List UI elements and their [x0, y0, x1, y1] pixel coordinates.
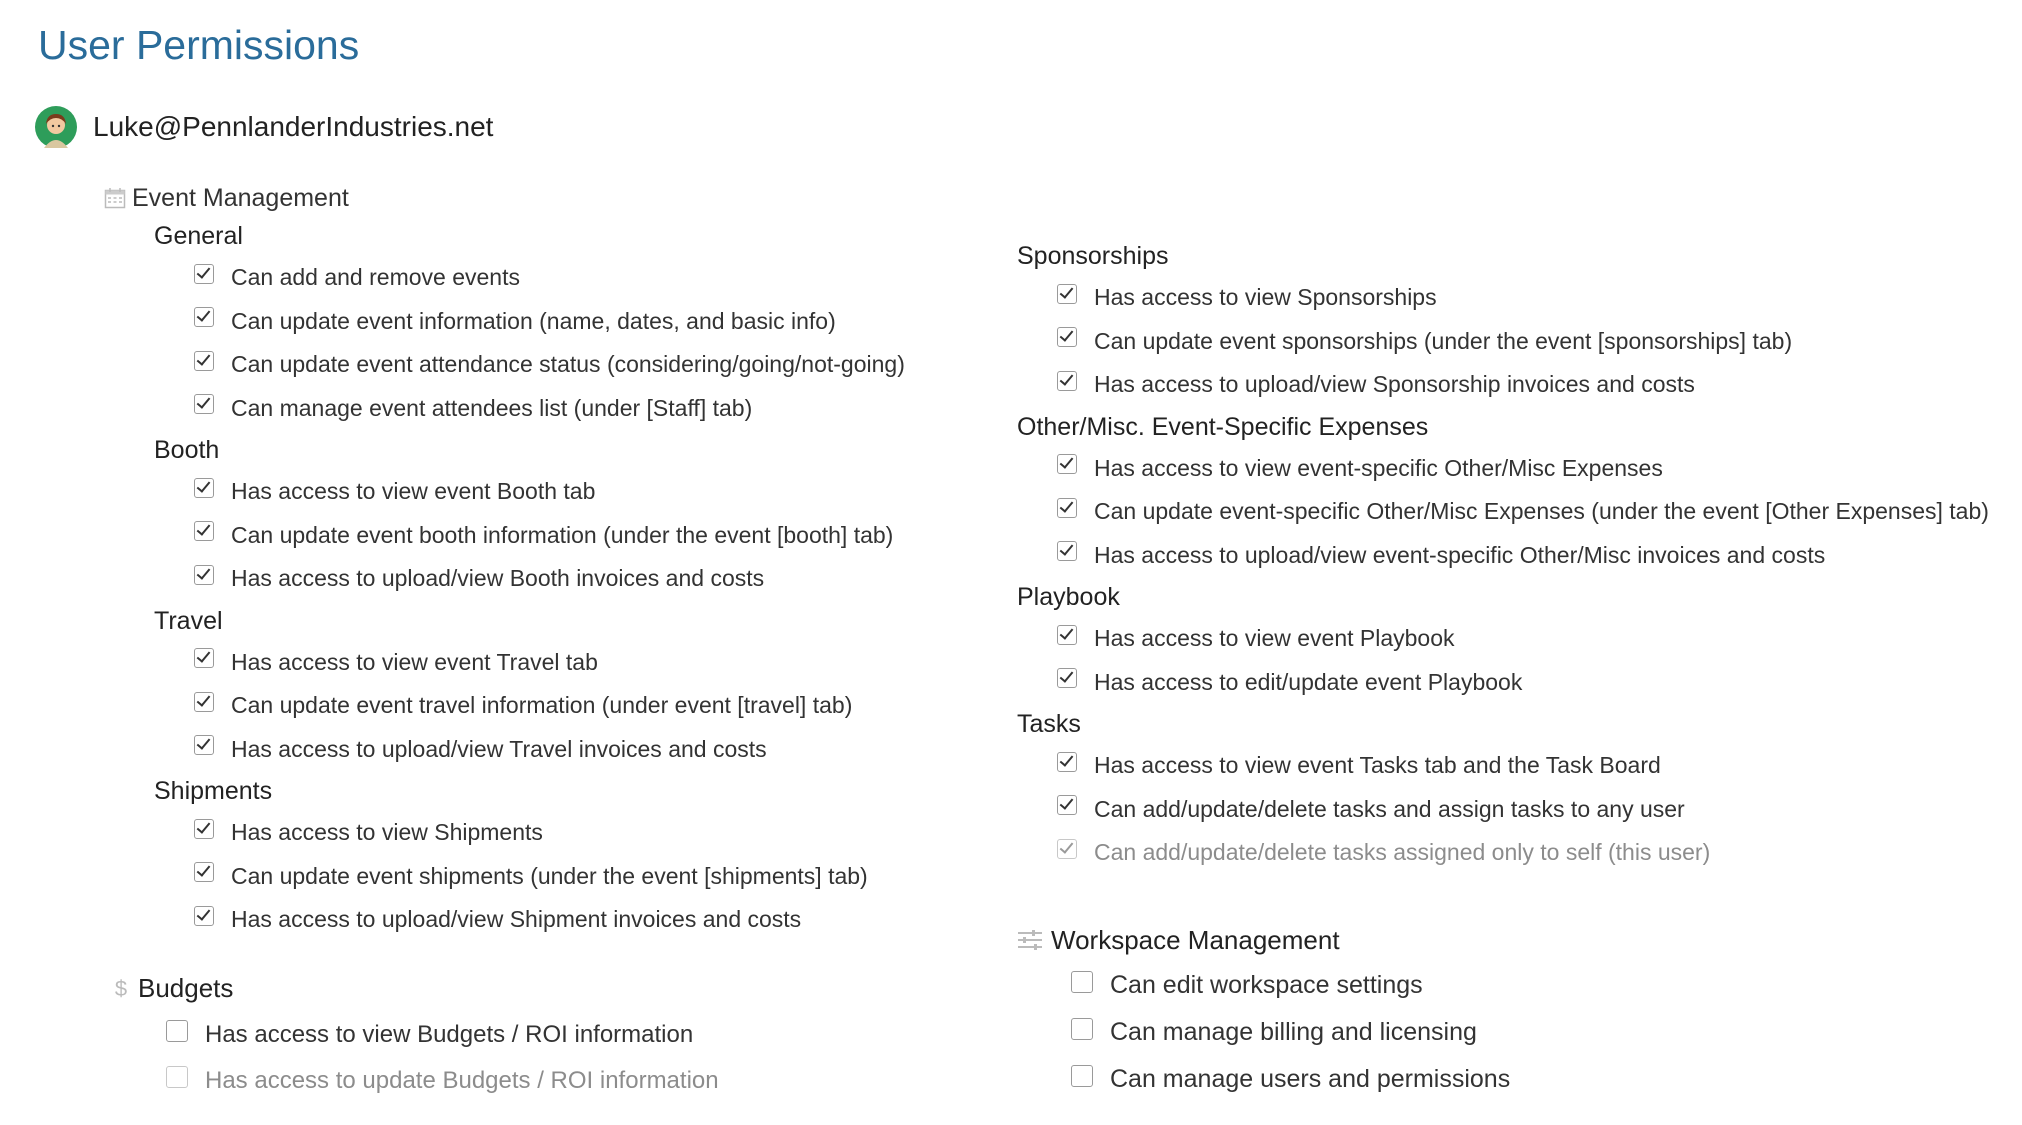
permission-item[interactable] [194, 728, 905, 772]
permission-label: Has access to upload/view event-specific Other/Misc invoices and costs [1094, 541, 1826, 568]
checkbox[interactable] [194, 906, 214, 926]
page-title: User Permissions [38, 22, 360, 68]
permission-item[interactable] [1057, 744, 1989, 788]
checkbox[interactable] [166, 1020, 188, 1042]
permission-group-shipments [154, 771, 905, 942]
permission-group-tasks [1017, 704, 1989, 875]
permission-label: Has access to view event-specific Other/Misc Expenses [1094, 454, 1663, 481]
permission-label: Can manage users and permissions [1110, 1065, 1511, 1093]
workspace-management-title: Workspace Management [1051, 924, 1340, 955]
permission-label: Has access to view Shipments [231, 819, 543, 846]
permission-label: Has access to upload/view Travel invoices and costs [231, 735, 767, 762]
permission-label: Has access to view event Booth tab [231, 478, 596, 505]
permission-item[interactable] [194, 855, 905, 899]
permission-group-booth [154, 430, 905, 601]
checkbox [166, 1066, 188, 1088]
calendar-icon [104, 187, 126, 209]
permission-item[interactable] [1057, 490, 1989, 534]
svg-text:$: $ [114, 977, 128, 999]
permission-item-disabled [1057, 831, 1989, 875]
dollar-icon [110, 977, 132, 999]
checkbox[interactable] [194, 565, 214, 585]
checkbox[interactable] [1071, 1065, 1093, 1087]
permission-item[interactable] [194, 300, 905, 344]
permission-label: Can update event-specific Other/Misc Expenses (under the event [Other Expenses] tab) [1094, 498, 1989, 525]
permission-group-general [154, 216, 905, 430]
group-heading-travel: Travel [154, 606, 223, 635]
permission-item[interactable] [166, 1012, 719, 1058]
permission-label: Has access to view event Tasks tab and the Task Board [1094, 752, 1661, 779]
permission-label: Has access to update Budgets / ROI information [205, 1067, 719, 1094]
permission-group-travel [154, 601, 905, 772]
sliders-icon [1017, 929, 1043, 951]
permission-item[interactable] [194, 557, 905, 601]
group-heading-tasks: Tasks [1017, 710, 1081, 738]
group-heading-other-expenses: Other/Misc. Event-Specific Expenses [1017, 412, 1429, 441]
permission-item[interactable] [1057, 617, 1989, 661]
permission-item[interactable] [1057, 661, 1989, 705]
event-management-right-column [1017, 236, 1989, 875]
checkbox[interactable] [1071, 971, 1093, 993]
permission-item-disabled [166, 1058, 719, 1104]
permission-label: Can manage billing and licensing [1110, 1018, 1477, 1046]
permission-item[interactable] [194, 898, 905, 942]
group-heading-playbook: Playbook [1017, 583, 1120, 611]
checkbox[interactable] [1057, 284, 1077, 304]
checkbox[interactable] [1057, 498, 1077, 518]
checkbox[interactable] [194, 394, 214, 414]
permission-label: Has access to upload/view Shipment invoices and costs [231, 906, 802, 933]
permission-item[interactable] [194, 470, 905, 514]
permission-label: Has access to upload/view Booth invoices and costs [231, 565, 765, 592]
permission-label: Can add/update/delete tasks assigned only to self (this user) [1094, 839, 1711, 866]
permission-item[interactable] [194, 256, 905, 300]
checkbox[interactable] [194, 692, 214, 712]
workspace-management-header [1017, 922, 1510, 958]
checkbox[interactable] [1057, 625, 1077, 645]
permission-label: Has access to view event Playbook [1094, 625, 1455, 652]
permission-label: Has access to upload/view Sponsorship invoices and costs [1094, 371, 1695, 398]
permission-label: Can update event sponsorships (under the event [sponsorships] tab) [1094, 327, 1793, 354]
permission-item[interactable] [1057, 788, 1989, 832]
avatar [35, 106, 77, 148]
permission-label: Can add and remove events [231, 264, 520, 291]
permission-item[interactable] [1071, 962, 1510, 1009]
checkbox[interactable] [194, 648, 214, 668]
permission-item[interactable] [194, 343, 905, 387]
permission-item[interactable] [194, 684, 905, 728]
checkbox[interactable] [194, 351, 214, 371]
checkbox[interactable] [194, 521, 214, 541]
permission-group-sponsorships [1017, 236, 1989, 407]
permission-label: Can update event travel information (under event [travel] tab) [231, 692, 853, 719]
permission-item[interactable] [1057, 534, 1989, 578]
permission-label: Can add/update/delete tasks and assign tasks to any user [1094, 795, 1685, 822]
permission-label: Has access to view Sponsorships [1094, 284, 1437, 311]
checkbox[interactable] [194, 478, 214, 498]
checkbox[interactable] [1057, 327, 1077, 347]
checkbox[interactable] [194, 307, 214, 327]
checkbox[interactable] [1057, 541, 1077, 561]
permission-item[interactable] [194, 514, 905, 558]
event-management-header [104, 180, 905, 216]
group-heading-general: General [154, 222, 243, 250]
event-management-left-column [104, 180, 905, 942]
budgets-section [110, 970, 719, 1104]
checkbox[interactable] [1057, 371, 1077, 391]
checkbox[interactable] [194, 819, 214, 839]
permission-item[interactable] [1057, 363, 1989, 407]
group-heading-sponsorships: Sponsorships [1017, 242, 1169, 270]
checkbox[interactable] [194, 735, 214, 755]
checkbox [1057, 839, 1077, 859]
permission-label: Can update event attendance status (considering/going/not-going) [231, 351, 905, 378]
checkbox[interactable] [194, 264, 214, 284]
checkbox[interactable] [1057, 668, 1077, 688]
permission-label: Can manage event attendees list (under [Staff] tab) [231, 394, 753, 421]
user-row [35, 106, 493, 148]
permission-item[interactable] [194, 811, 905, 855]
permission-item[interactable] [1057, 320, 1989, 364]
permission-label: Can update event shipments (under the event [shipments] tab) [231, 862, 868, 889]
checkbox[interactable] [1057, 795, 1077, 815]
event-management-title: Event Management [132, 183, 349, 212]
permission-label: Can edit workspace settings [1110, 971, 1423, 999]
group-heading-booth: Booth [154, 436, 220, 464]
permission-item[interactable] [1071, 1056, 1510, 1103]
budgets-header [110, 970, 719, 1006]
permission-group-other-expenses [1017, 407, 1989, 578]
permission-group-playbook [1017, 577, 1989, 704]
checkbox[interactable] [194, 862, 214, 882]
permission-label: Has access to edit/update event Playbook [1094, 668, 1523, 695]
permission-label: Can update event information (name, dates, and basic info) [231, 307, 836, 334]
checkbox[interactable] [1057, 454, 1077, 474]
user-email: Luke@PennlanderIndustries.net [93, 111, 494, 142]
permission-item[interactable] [1071, 1009, 1510, 1056]
permission-label: Has access to view event Travel tab [231, 648, 598, 675]
permission-item[interactable] [1057, 276, 1989, 320]
permission-item[interactable] [194, 387, 905, 431]
permission-item[interactable] [1057, 447, 1989, 491]
workspace-management-section [1017, 922, 1510, 1103]
group-heading-shipments: Shipments [154, 777, 273, 805]
permission-item[interactable] [194, 641, 905, 685]
permission-label: Can update event booth information (under the event [booth] tab) [231, 521, 894, 548]
permission-label: Has access to view Budgets / ROI information [205, 1021, 694, 1048]
checkbox[interactable] [1071, 1018, 1093, 1040]
checkbox[interactable] [1057, 752, 1077, 772]
budgets-title: Budgets [138, 972, 234, 1003]
